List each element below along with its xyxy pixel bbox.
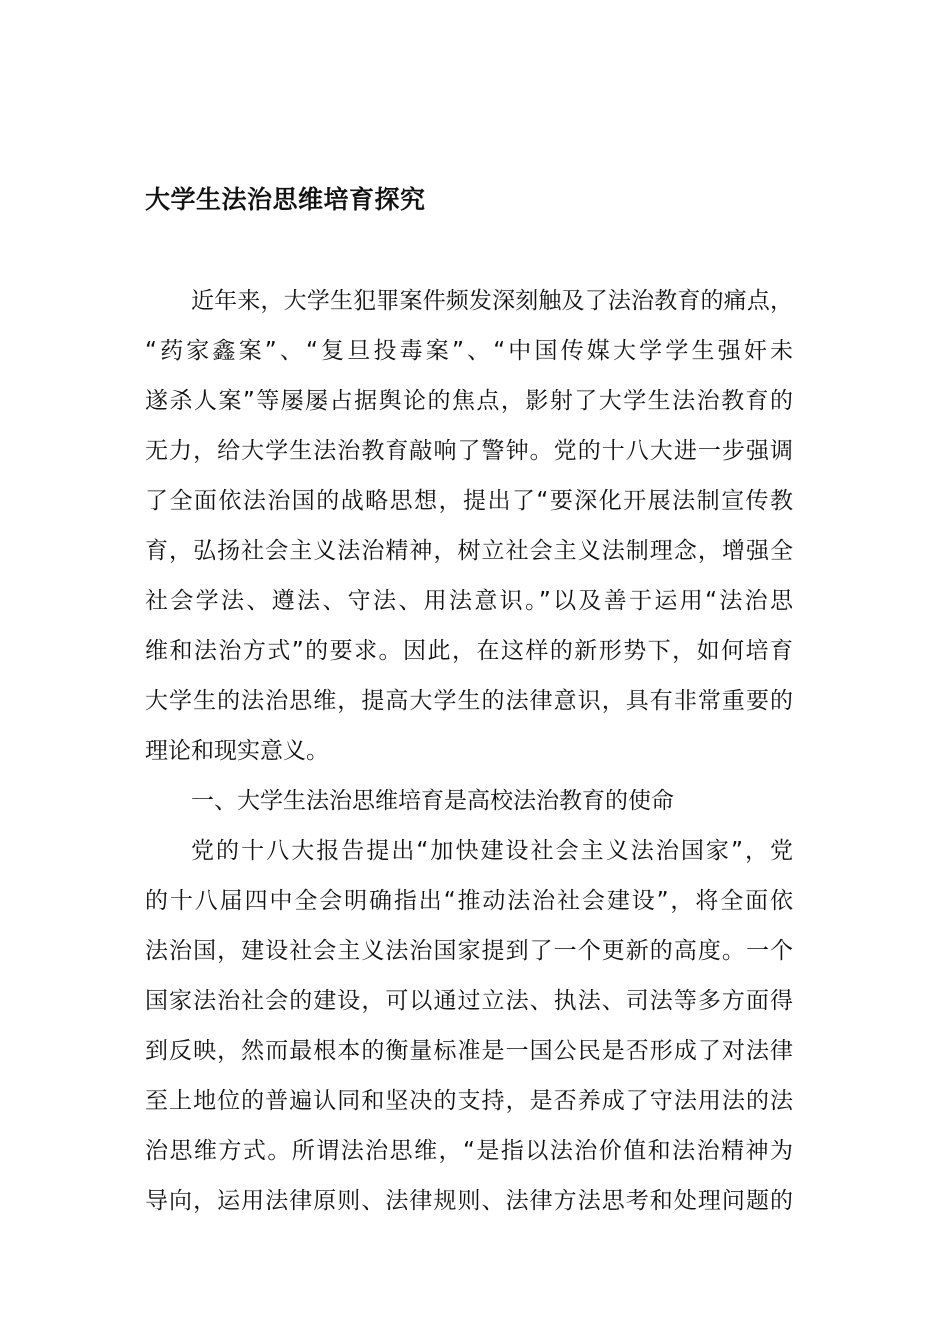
body-text-line: 了全面依法治国的战略思想，提出了“要深化开展法制宣传教: [145, 488, 793, 514]
body-text-line: 到反映，然而最根本的衡量标准是一国公民是否形成了对法律: [145, 1038, 793, 1064]
body-text-line: 育，弘扬社会主义法治精神，树立社会主义法制理念，增强全: [145, 538, 793, 564]
body-text-line: 法治国，建设社会主义法治国家提到了一个更新的高度。一个: [145, 938, 793, 964]
body-text-line: 治思维方式。所谓法治思维，“是指以法治价值和法治精神为: [145, 1138, 793, 1164]
document-title: 大学生法治思维培育探究: [145, 185, 426, 214]
body-text-line: 理论和现实意义。: [145, 738, 329, 764]
body-text-line: 一、大学生法治思维培育是高校法治教育的使命: [191, 788, 674, 814]
body-text-line: 的十八届四中全会明确指出“推动法治社会建设”，将全面依: [145, 888, 793, 914]
body-text-line: 至上地位的普遍认同和坚决的支持，是否养成了守法用法的法: [145, 1088, 793, 1114]
document-body: [145, 276, 793, 1226]
body-text-line: 无力，给大学生法治教育敲响了警钟。党的十八大进一步强调: [145, 438, 793, 464]
body-text-line: 大学生的法治思维，提高大学生的法律意识，具有非常重要的: [145, 688, 793, 714]
body-text-line: 近年来，大学生犯罪案件频发深刻触及了法治教育的痛点，: [191, 288, 793, 314]
body-text-line: 党的十八大报告提出“加快建设社会主义法治国家”，党: [191, 838, 793, 864]
body-text-line: 国家法治社会的建设，可以通过立法、执法、司法等多方面得: [145, 988, 793, 1014]
body-text-line: 导向，运用法律原则、法律规则、法律方法思考和处理问题的: [145, 1188, 793, 1214]
body-text-line: “药家鑫案”、“复旦投毒案”、“中国传媒大学学生强奸未: [145, 338, 793, 364]
body-text-line: 维和法治方式”的要求。因此，在这样的新形势下，如何培育: [145, 638, 793, 664]
body-text-line: 遂杀人案”等屡屡占据舆论的焦点，影射了大学生法治教育的: [145, 388, 793, 414]
body-text-line: 社会学法、遵法、守法、用法意识。”以及善于运用“法治思: [145, 588, 793, 614]
